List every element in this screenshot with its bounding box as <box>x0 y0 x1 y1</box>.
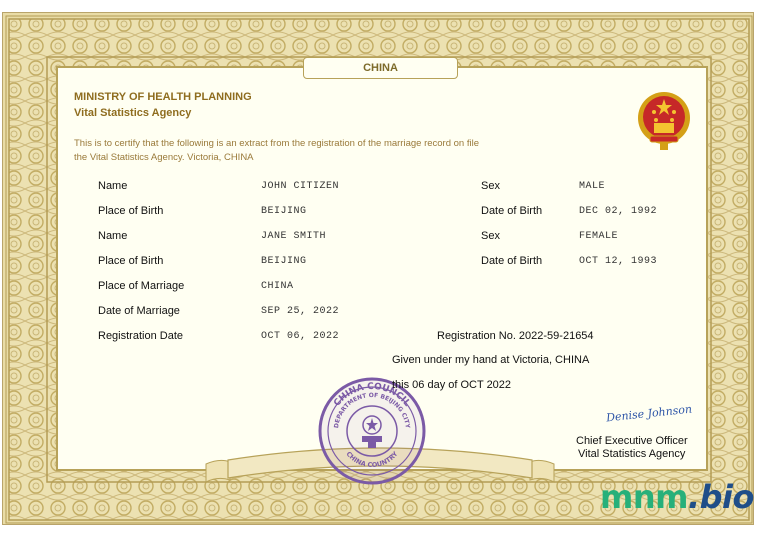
officer-agency: Vital Statistics Agency <box>578 448 686 460</box>
officer-title: Chief Executive Officer <box>576 435 688 447</box>
agency-subtitle: Vital Statistics Agency <box>74 107 192 119</box>
bride-name-label: Name <box>98 230 128 242</box>
registration-number: Registration No. 2022-59-21654 <box>437 330 594 342</box>
watermark-logo <box>600 478 754 516</box>
groom-dob-label: Date of Birth <box>481 205 543 217</box>
groom-sex-label: Sex <box>481 180 500 192</box>
marriage-date-label: Date of Marriage <box>98 305 180 317</box>
issue-day-text: this 06 day of OCT 2022 <box>392 379 512 391</box>
registration-date-label: Registration Date <box>98 330 183 342</box>
intro-line-1: This is to certify that the following is an extract from the registration of the marriage record on file <box>74 138 479 149</box>
seal-ring-text: DEPARTMENT OF BEIJING CITY <box>333 391 411 429</box>
official-seal <box>316 375 428 487</box>
groom-sex-value: MALE <box>579 181 606 192</box>
ministry-title: MINISTRY OF HEALTH PLANNING <box>74 91 252 103</box>
bride-dob-value: OCT 12, 1993 <box>579 256 658 267</box>
groom-birthplace-value: BEIJING <box>261 206 307 217</box>
bride-name-value: JANE SMITH <box>261 231 327 242</box>
groom-birthplace-label: Place of Birth <box>98 205 164 217</box>
intro-line-2: the Vital Statistics Agency. Victoria, CHINA <box>74 152 254 163</box>
bride-birthplace-value: BEIJING <box>261 256 307 267</box>
groom-dob-value: DEC 02, 1992 <box>579 206 658 217</box>
marriage-date-value: SEP 25, 2022 <box>261 306 340 317</box>
marriage-place-label: Place of Marriage <box>98 280 185 292</box>
bride-dob-label: Date of Birth <box>481 255 543 267</box>
watermark-part-1: mnm <box>600 478 688 516</box>
signature: Denise Johnson <box>605 402 693 425</box>
seal-top-text: CHINA COUNCIL <box>332 381 412 409</box>
bride-sex-label: Sex <box>481 230 500 242</box>
groom-name-value: JOHN CITIZEN <box>261 181 340 192</box>
bride-sex-value: FEMALE <box>579 231 619 242</box>
bride-birthplace-label: Place of Birth <box>98 255 164 267</box>
national-emblem-icon <box>636 90 692 154</box>
given-under-text: Given under my hand at Victoria, CHINA <box>392 354 590 366</box>
watermark-part-2: .bio <box>687 478 754 516</box>
registration-date-value: OCT 06, 2022 <box>261 331 340 342</box>
marriage-place-value: CHINA <box>261 281 294 292</box>
country-tab: CHINA <box>303 57 458 79</box>
groom-name-label: Name <box>98 180 128 192</box>
seal-bottom-text: CHINA COUNTRY <box>344 449 400 470</box>
